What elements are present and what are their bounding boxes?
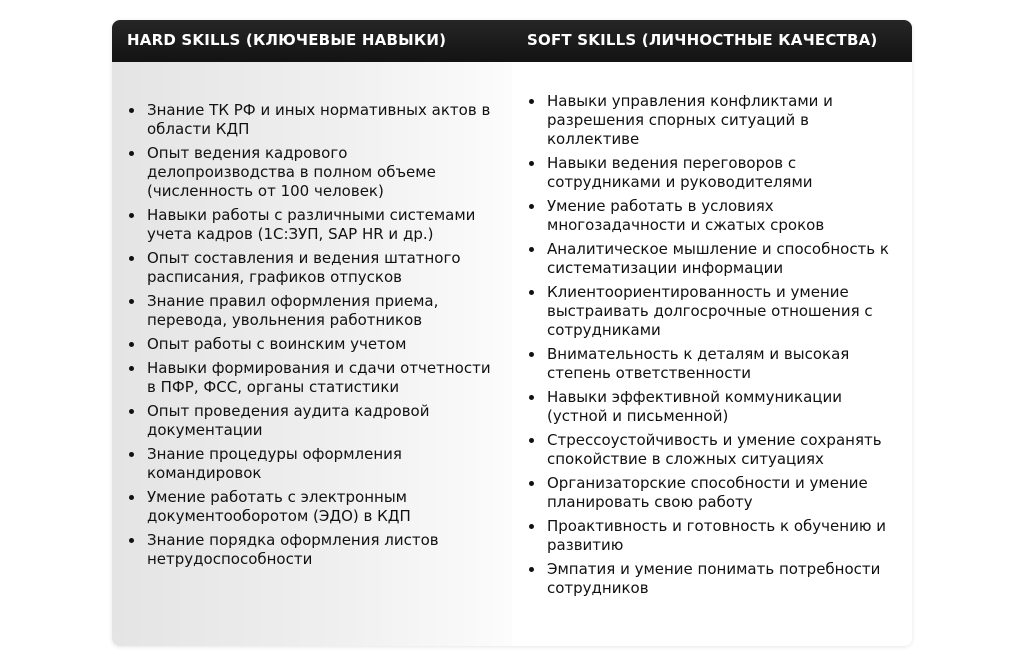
- hard-skill-item: Навыки формирования и сдачи отчетности в ПФР, ФСС, органы статистики: [127, 359, 499, 397]
- soft-skill-item: Внимательность к деталям и высокая степень ответственности: [527, 345, 899, 383]
- soft-skill-item: Стрессоустойчивость и умение сохранять спокойствие в сложных ситуациях: [527, 431, 899, 469]
- soft-skills-header: SOFT SKILLS (ЛИЧНОСТНЫЕ КАЧЕСТВА): [527, 31, 878, 49]
- hard-skill-item: Опыт работы с воинским учетом: [127, 335, 499, 354]
- hard-skill-item: Умение работать с электронным документооборотом (ЭДО) в КДП: [127, 488, 499, 526]
- soft-skill-item: Клиентоориентированность и умение выстраивать долгосрочные отношения с сотрудниками: [527, 283, 899, 340]
- soft-skill-item: Навыки управления конфликтами и разрешения спорных ситуаций в коллективе: [527, 92, 899, 149]
- soft-skill-item: Умение работать в условиях многозадачности и сжатых сроков: [527, 197, 899, 235]
- hard-skill-item: Опыт составления и ведения штатного расписания, графиков отпусков: [127, 249, 499, 287]
- skills-table: [112, 20, 912, 646]
- table-header: [112, 20, 912, 62]
- soft-skill-item: Аналитическое мышление и способность к систематизации информации: [527, 240, 899, 278]
- soft-skills-list: [527, 92, 899, 603]
- soft-skill-item: Эмпатия и умение понимать потребности сотрудников: [527, 560, 899, 598]
- hard-skill-item: Знание ТК РФ и иных нормативных актов в области КДП: [127, 101, 499, 139]
- hard-skills-list: [127, 101, 499, 574]
- soft-skill-item: Проактивность и готовность к обучению и развитию: [527, 517, 899, 555]
- hard-skill-item: Опыт ведения кадрового делопроизводства в полном объеме (численность от 100 человек): [127, 144, 499, 201]
- soft-skill-item: Навыки ведения переговоров с сотрудниками и руководителями: [527, 154, 899, 192]
- hard-skill-item: Знание правил оформления приема, перевода, увольнения работников: [127, 292, 499, 330]
- hard-skill-item: Опыт проведения аудита кадровой документации: [127, 402, 499, 440]
- hard-skill-item: Знание порядка оформления листов нетрудоспособности: [127, 531, 499, 569]
- soft-skills-column: [512, 62, 912, 646]
- hard-skill-item: Навыки работы с различными системами учета кадров (1С:ЗУП, SAP HR и др.): [127, 206, 499, 244]
- hard-skills-column: [112, 62, 512, 646]
- soft-skill-item: Навыки эффективной коммуникации (устной и письменной): [527, 388, 899, 426]
- hard-skill-item: Знание процедуры оформления командировок: [127, 445, 499, 483]
- hard-skills-header: HARD SKILLS (КЛЮЧЕВЫЕ НАВЫКИ): [127, 31, 447, 49]
- soft-skill-item: Организаторские способности и умение планировать свою работу: [527, 474, 899, 512]
